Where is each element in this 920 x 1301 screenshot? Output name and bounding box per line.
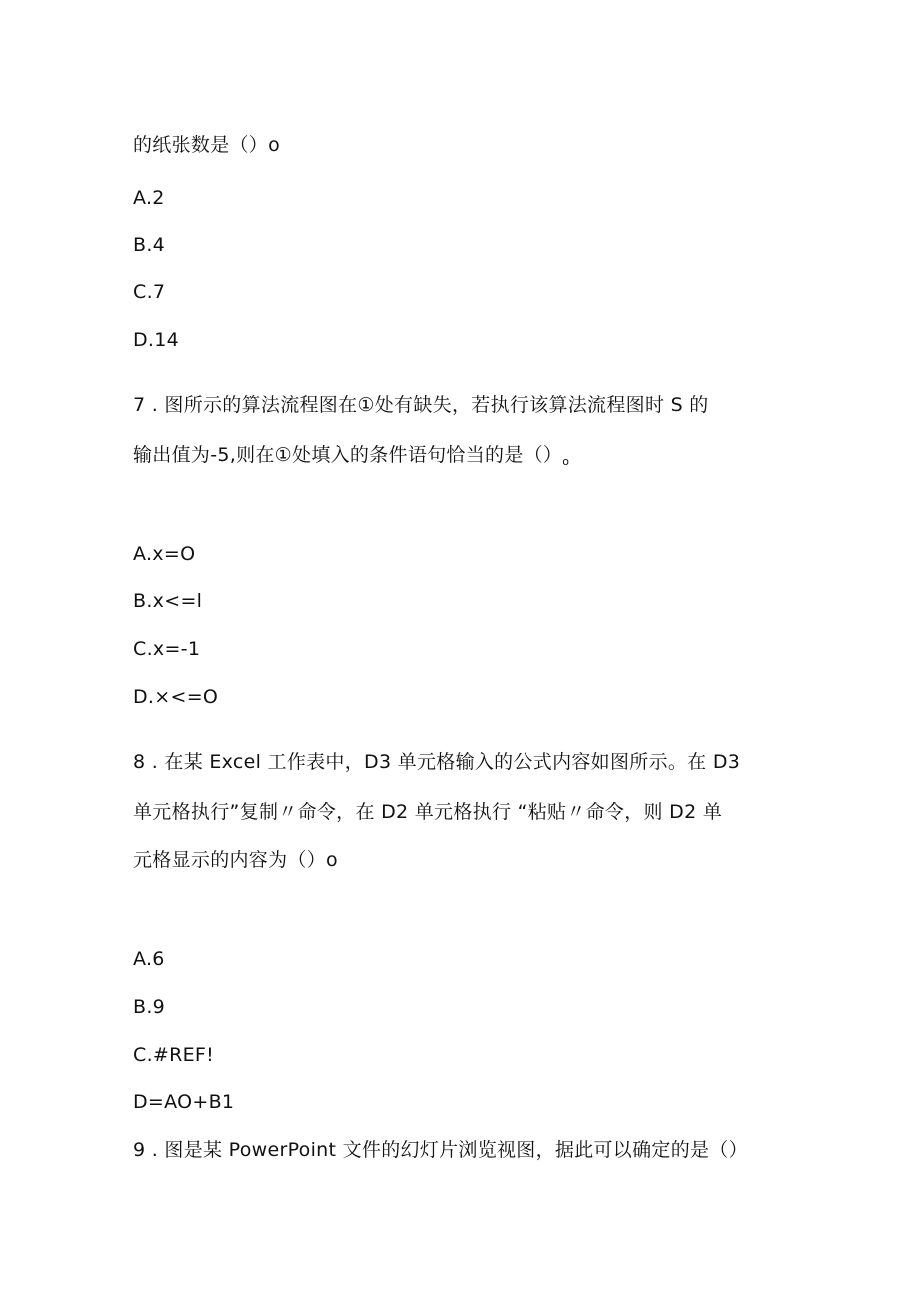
q7-option-a: A.x=O — [133, 543, 196, 565]
question-7-line1: 7 . 图所示的算法流程图在①处有缺失，若执行该算法流程图时 S 的 — [133, 394, 709, 416]
q8-option-b: B.9 — [133, 996, 166, 1018]
q8-option-c: C.#REF! — [133, 1044, 215, 1066]
q6-option-d: D.14 — [133, 329, 180, 351]
q7-option-c: C.x=-1 — [133, 638, 201, 660]
question-6-stem: 的纸张数是（）o — [133, 134, 281, 156]
q7-option-d: D.×<=O — [133, 686, 219, 708]
q6-option-b: B.4 — [133, 234, 166, 256]
question-7-line2 — [133, 443, 569, 474]
q6-option-a: A.2 — [133, 187, 165, 209]
question-8-line1: 8 . 在某 Excel 工作表中，D3 单元格输入的公式内容如图所示。在 D3 — [133, 751, 741, 773]
q7-line2-mark: o — [562, 455, 570, 468]
q8-option-d: D=AO+B1 — [133, 1091, 235, 1113]
q8-option-a: A.6 — [133, 948, 165, 970]
q6-option-c: C.7 — [133, 281, 166, 303]
question-8-line2: 单元格执行”复制〃命令，在 D2 单元格执行 “粘贴〃命令，则 D2 单 — [133, 801, 723, 823]
q7-option-b: B.x<=l — [133, 590, 203, 612]
q7-line2-text: 输出值为-5,则在①处填入的条件语句恰当的是（） — [133, 444, 563, 466]
question-8-line3: 元格显示的内容为（）o — [133, 849, 338, 871]
question-9-line1: 9 . 图是某 PowerPoint 文件的幻灯片浏览视图，据此可以确定的是（） — [133, 1139, 748, 1161]
